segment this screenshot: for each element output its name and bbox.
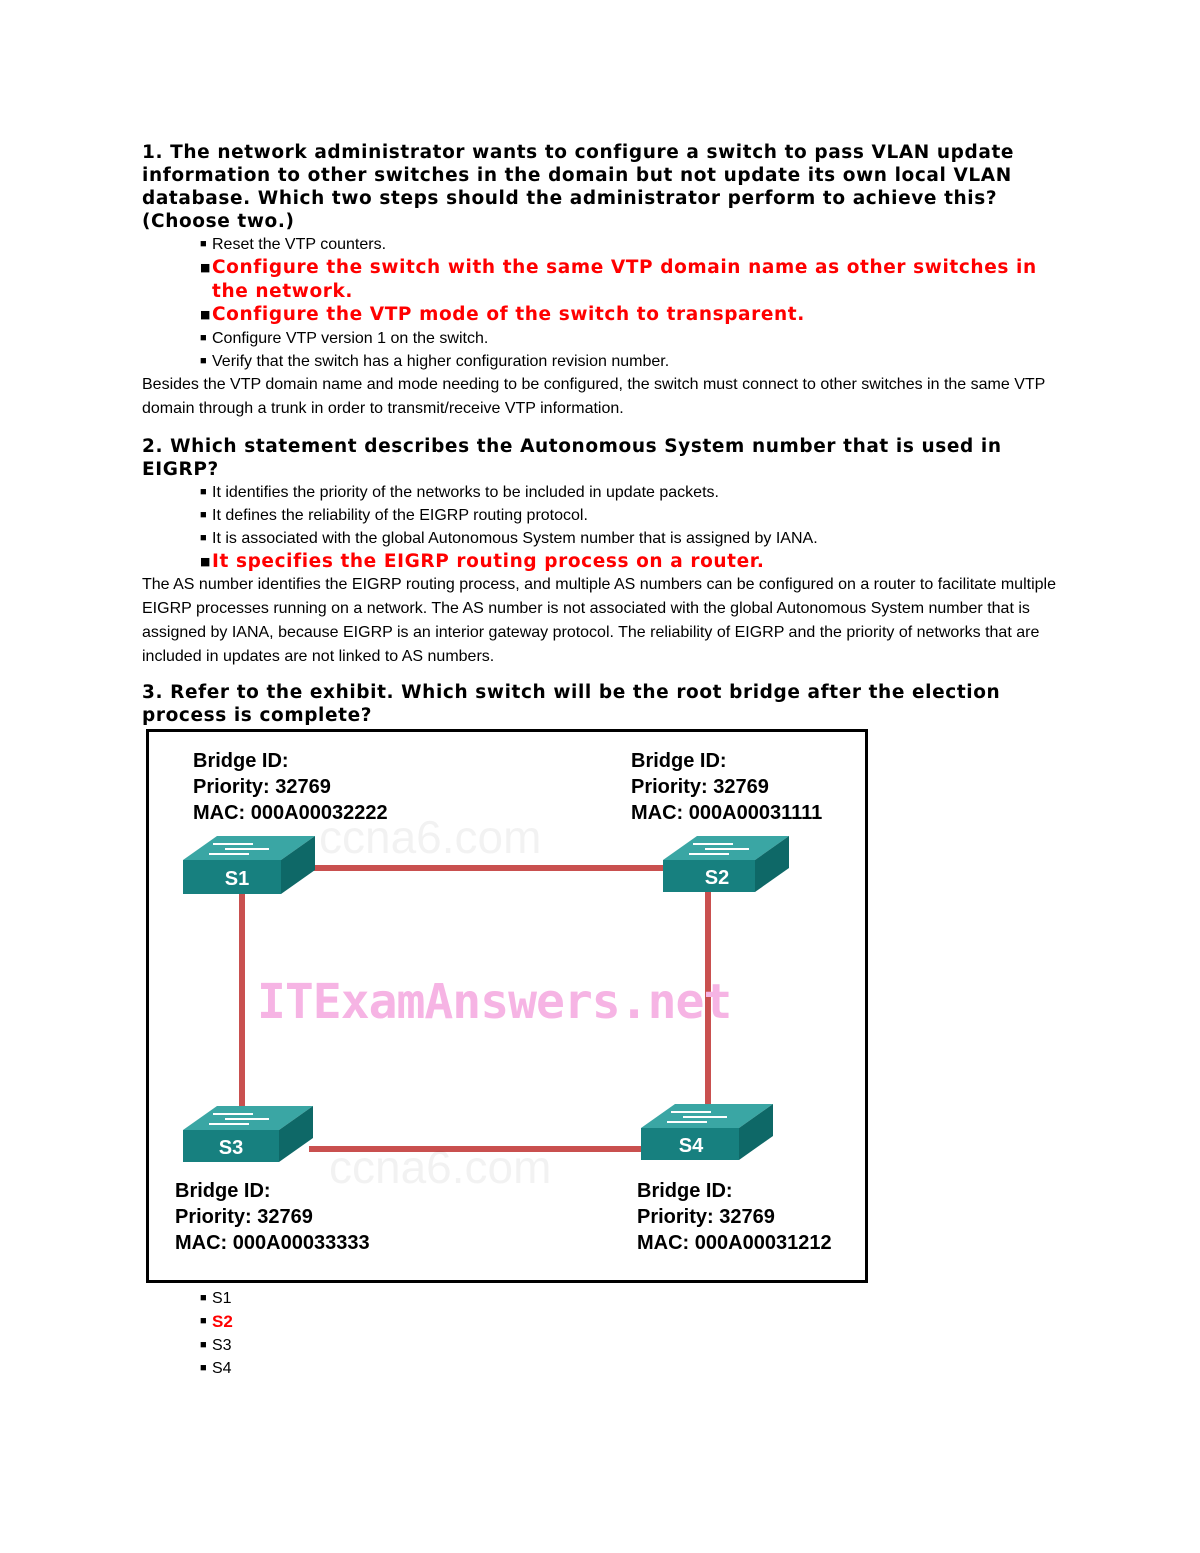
s2-bridge-label: Bridge ID: (631, 750, 727, 772)
s3-mac: MAC: 000A00033333 (175, 1232, 370, 1254)
bullet-icon: ■ (200, 238, 207, 250)
q1-option-5: ■ Verify that the switch has a higher configuration revision number. (200, 350, 1062, 373)
s2-priority: Priority: 32769 (631, 776, 769, 798)
question-1-options (142, 233, 1062, 373)
s1-bridge-label: Bridge ID: (193, 750, 289, 772)
watermark-text: ITExamAnswers.net (257, 974, 732, 1030)
q1-option-1: ■ Reset the VTP counters. (200, 233, 1062, 256)
switch-s1-label: S1 (224, 868, 250, 890)
bullet-icon: ■ (200, 1338, 207, 1351)
s1-mac: MAC: 000A00032222 (193, 802, 388, 824)
question-3-text: 3. Refer to the exhibit. Which switch will be the root bridge after the election process is complete? (142, 682, 1001, 726)
question-1-text: 1. The network administrator wants to configure a switch to pass VLAN update information to other switches in the domain but not update its own local VLAN database. Which two steps should the administrator perform to achieve this? (Choose two.) (142, 142, 1015, 232)
bullet-icon: ■ (200, 508, 207, 521)
switch-s4-icon (641, 1104, 773, 1160)
s3-bridge-label: Bridge ID: (175, 1180, 271, 1202)
q2-option-1: ■ It identifies the priority of the networks to be included in update packets. (200, 481, 1062, 504)
bullet-icon: ■ (200, 531, 207, 544)
s2-bridge-info (631, 748, 822, 826)
stp-exhibit (146, 729, 868, 1283)
switch-s4-label: S4 (678, 1135, 704, 1157)
s3-bridge-info (175, 1178, 370, 1256)
q2-option-3: ■ It is associated with the global Autonomous System number that is assigned by IANA. (200, 527, 1062, 550)
bullet-icon: ■ (200, 331, 207, 344)
s4-mac: MAC: 000A00031212 (637, 1232, 832, 1254)
bullet-icon: ■ (200, 1361, 207, 1374)
document-page (142, 141, 1062, 1380)
switch-s2-label: S2 (704, 867, 730, 889)
s4-bridge-label: Bridge ID: (637, 1180, 733, 1202)
s4-bridge-info (637, 1178, 832, 1256)
s1-bridge-info (193, 748, 388, 826)
s4-priority: Priority: 32769 (637, 1206, 775, 1228)
q1-option-4: ■ Configure VTP version 1 on the switch. (200, 327, 1062, 350)
bullet-icon: ■ (200, 1292, 207, 1304)
q1-option-2: ■ Configure the switch with the same VTP domain name as other switches in the network. (200, 257, 1037, 302)
question-3-options (142, 1287, 1062, 1380)
q3-option-3: ■ S3 (200, 1334, 1062, 1357)
switch-s3-label: S3 (218, 1137, 244, 1159)
q2-option-2: ■ It defines the reliability of the EIGRP routing protocol. (200, 504, 1062, 527)
q3-option-4: ■ S4 (200, 1357, 1062, 1380)
faint-watermark-top: ccna6.com (319, 811, 542, 863)
switch-s3-icon (183, 1106, 313, 1162)
bullet-icon: ■ (200, 485, 207, 498)
q3-option-1: ■ S1 (200, 1287, 1062, 1310)
s1-priority: Priority: 32769 (193, 776, 331, 798)
s2-mac: MAC: 000A00031111 (631, 802, 823, 824)
question-1-explanation: Besides the VTP domain name and mode needing to be configured, the switch must connect to other switches in the same VTP domain through a trunk in order to transmit/receive VTP information. (142, 375, 1046, 417)
bullet-icon: ■ (200, 1315, 207, 1327)
s3-priority: Priority: 32769 (175, 1206, 313, 1228)
bullet-icon: ■ (200, 354, 207, 367)
bullet-icon: ■ (200, 554, 211, 568)
question-2-text: 2. Which statement describes the Autonomous System number that is used in EIGRP? (142, 435, 1002, 480)
question-2-options (142, 481, 1062, 574)
question-2-explanation: The AS number identifies the EIGRP routing process, and multiple AS numbers can be configured on a router to facilitate multiple EIGRP processes running on a network. The AS number is not associated with the global Autonomous System number that is assigned by IANA, because EIGRP is an interior gateway protocol. The reliability of EIGRP and the priority of networks that are included in updates are not linked to AS numbers. (142, 576, 1056, 665)
bullet-icon: ■ (200, 261, 211, 274)
q3-option-2: ■ S2 (200, 1312, 233, 1331)
q2-option-4: ■ It specifies the EIGRP routing process on a router. (200, 550, 765, 572)
bullet-icon: ■ (200, 308, 211, 321)
faint-watermark-bottom: ccna6.com (329, 1141, 552, 1193)
q1-option-3: ■ Configure the VTP mode of the switch to transparent. (200, 304, 805, 325)
